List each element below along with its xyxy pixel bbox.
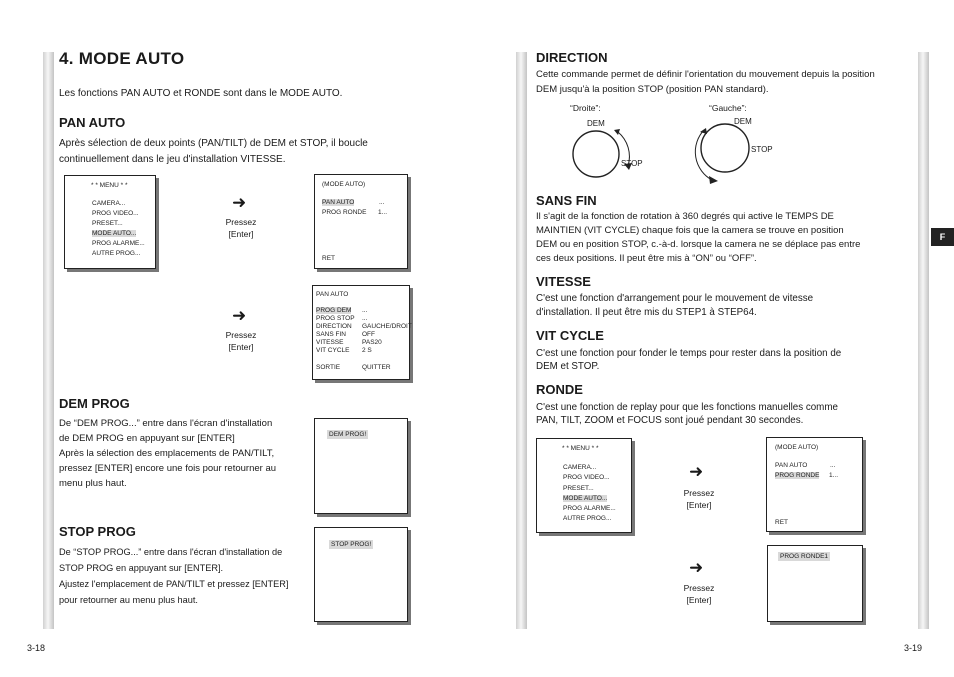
ronde-heading: RONDE — [536, 382, 583, 397]
pan-auto-heading: PAN AUTO — [59, 115, 126, 130]
menu-item: PRESET... — [92, 220, 123, 227]
menu-item: PROG VIDEO... — [563, 474, 610, 481]
camera-circle — [573, 131, 619, 177]
dem-prog-heading: DEM PROG — [59, 396, 130, 411]
pan-auto-value: ... — [379, 199, 385, 206]
stop-prog-screen — [314, 527, 408, 622]
text-line: ces deux positions. Il peut être mis à “ON” ou “OFF”. — [536, 253, 757, 264]
direction-heading: DIRECTION — [536, 50, 608, 65]
press-text: Pressez — [683, 488, 715, 498]
menu-item-selected: MODE AUTO... — [563, 495, 608, 502]
text-line: menu plus haut. — [59, 478, 127, 489]
menu-item-selected: MODE AUTO... — [92, 230, 137, 237]
dem-prog-screen — [314, 418, 408, 514]
prog-ronde-screen-label: PROG RONDE1 — [780, 553, 829, 560]
pan-auto-option: PAN AUTO — [322, 199, 355, 206]
stop-prog-screen-label: STOP PROG! — [331, 541, 372, 548]
prog-ronde-value: 1... — [378, 209, 388, 216]
menu-screen-title: * * MENU * * — [562, 445, 599, 452]
menu-item: AUTRE PROG... — [563, 515, 612, 522]
right-arrow-icon: ➜ — [689, 462, 704, 481]
text-line: De “DEM PROG...” entre dans l'écran d'installation — [59, 418, 273, 429]
pan-auto-text-2: continuellement dans le jeu d'installation VITESSE. — [59, 154, 286, 165]
enter-text: [Enter] — [228, 229, 254, 239]
pan-auto-row-label: PROG DEM — [316, 307, 352, 314]
stop-prog-heading: STOP PROG — [59, 524, 136, 539]
vit-cycle-text — [536, 347, 841, 373]
camera-circle — [701, 124, 749, 172]
menu-item: CAMERA... — [563, 464, 597, 471]
pan-auto-text-1: Après sélection de deux points (PAN/TILT) de DEM et STOP, il boucle — [59, 138, 368, 149]
mode-auto-title: (MODE AUTO) — [322, 181, 366, 188]
text-line: DEM et STOP. — [536, 361, 600, 372]
text-line: De “STOP PROG...” entre dans l'écran d'installation de — [59, 547, 283, 557]
direction-text — [536, 67, 875, 97]
menu-item: AUTRE PROG... — [92, 250, 141, 257]
pan-auto-screen — [312, 285, 410, 380]
pan-auto-option: PAN AUTO — [775, 462, 808, 469]
quitter-label: QUITTER — [362, 364, 391, 371]
arrowhead-icon — [709, 176, 718, 184]
dem-label: DEM — [734, 117, 752, 126]
vitesse-heading: VITESSE — [536, 274, 591, 289]
stop-label: STOP — [621, 159, 643, 168]
pan-auto-row-value: PAS20 — [362, 339, 382, 346]
right-arrow-icon: ➜ — [232, 306, 247, 325]
intro-text: Les fonctions PAN AUTO et RONDE sont dans le MODE AUTO. — [59, 88, 343, 99]
text-line: de DEM PROG en appuyant sur [ENTER] — [59, 433, 235, 444]
enter-text: [Enter] — [686, 500, 712, 510]
text-line: STOP PROG en appuyant sur [ENTER]. — [59, 563, 224, 573]
menu-screen — [64, 175, 156, 269]
prog-ronde-screen — [767, 545, 863, 622]
arrowhead-icon — [614, 129, 620, 135]
stop-prog-text — [59, 544, 288, 608]
pan-auto-row-label: VITESSE — [316, 339, 344, 346]
text-line: DEM jusqu'à la position STOP (position PAN standard). — [536, 84, 769, 95]
pan-auto-row-value: GAUCHE/DROIT — [362, 323, 412, 330]
prog-ronde-value: 1... — [829, 472, 839, 479]
press-text: Pressez — [683, 583, 715, 593]
menu-item: PROG ALARME... — [563, 505, 616, 512]
enter-text: [Enter] — [686, 595, 712, 605]
press-text: Pressez — [225, 217, 257, 227]
text-line: Cette commande permet de définir l'orientation du mouvement depuis la position — [536, 69, 875, 80]
pan-auto-row-label: VIT CYCLE — [316, 347, 350, 354]
pan-auto-screen-title: PAN AUTO — [316, 291, 349, 298]
enter-text: [Enter] — [228, 342, 254, 352]
sans-fin-text — [536, 210, 860, 266]
prog-ronde-option: PROG RONDE — [775, 472, 820, 479]
stop-label: STOP — [751, 145, 773, 154]
left-margin-bar — [43, 52, 54, 629]
pan-auto-row-value: 2 S — [362, 347, 372, 354]
press-text: Pressez — [225, 330, 257, 340]
right-margin-bar — [918, 52, 929, 629]
text-line: C'est une fonction pour fonder le temps pour rester dans la position de — [536, 348, 842, 359]
ret-option: RET — [322, 255, 335, 262]
dem-prog-text — [59, 416, 276, 491]
right-arrow-icon: ➜ — [689, 558, 704, 577]
center-margin-bar — [516, 52, 527, 629]
press-enter-label — [669, 582, 729, 606]
prog-ronde-option: PROG RONDE — [322, 209, 367, 216]
text-line: Il s'agit de la fonction de rotation à 360 degrés qui active le TEMPS DE — [536, 211, 834, 222]
text-line: C'est une fonction d'arrangement pour le mouvement de vitesse — [536, 293, 814, 304]
pan-auto-row-label: DIRECTION — [316, 323, 352, 330]
vit-cycle-heading: VIT CYCLE — [536, 328, 604, 343]
press-enter-label — [211, 216, 271, 240]
text-line: Ajustez l'emplacement de PAN/TILT et pressez [ENTER] — [59, 579, 289, 589]
right-arrow-icon: ➜ — [232, 193, 247, 212]
pan-auto-row-label: PROG STOP — [316, 315, 355, 322]
mode-auto-title: (MODE AUTO) — [775, 444, 819, 451]
sortie-label: SORTIE — [316, 364, 341, 371]
menu-item: PROG ALARME... — [92, 240, 145, 247]
mode-auto-screen — [314, 174, 408, 269]
ronde-text — [536, 401, 838, 427]
droite-diagram — [566, 116, 656, 188]
pan-auto-row-value: ... — [362, 307, 368, 314]
text-line: d'installation. Il peut être mis du STEP1 à STEP64. — [536, 307, 757, 318]
menu-item: PROG VIDEO... — [92, 210, 139, 217]
menu-screen-title: * * MENU * * — [91, 182, 128, 189]
page-number-right: 3-19 — [904, 643, 923, 653]
text-line: pour retourner au menu plus haut. — [59, 595, 198, 605]
page-number-left: 3-18 — [27, 643, 46, 653]
menu-screen — [536, 438, 632, 533]
pan-auto-value: ... — [830, 462, 836, 469]
pan-auto-row-value: OFF — [362, 331, 375, 338]
text-line: C'est une fonction de replay pour que les fonctions manuelles comme — [536, 402, 838, 413]
text-line: PAN, TILT, ZOOM et FOCUS sont joué pendant 30 secondes. — [536, 415, 804, 426]
dem-prog-screen-label: DEM PROG! — [329, 431, 367, 438]
press-enter-label — [669, 487, 729, 511]
text-line: pressez [ENTER] encore une fois pour retourner au — [59, 463, 277, 474]
page-title: 4. MODE AUTO — [59, 49, 185, 68]
text-line: DEM ou en position STOP, c.-à-d. lorsque la camera ne se déplace pas entre — [536, 239, 861, 250]
language-tab-f: F — [931, 228, 954, 246]
text-line: Après la sélection des emplacements de PAN/TILT, — [59, 448, 275, 459]
menu-item: PRESET... — [563, 485, 594, 492]
gauche-label: “Gauche”: — [709, 103, 747, 113]
menu-item: CAMERA... — [92, 200, 126, 207]
pan-auto-row-label: SANS FIN — [316, 331, 346, 338]
dem-label: DEM — [587, 119, 605, 128]
pan-auto-row-value: ... — [362, 315, 368, 322]
droite-label: “Droite”: — [570, 103, 601, 113]
ret-option: RET — [775, 519, 788, 526]
sans-fin-heading: SANS FIN — [536, 193, 597, 208]
press-enter-label — [211, 329, 271, 353]
vitesse-text — [536, 292, 813, 320]
text-line: MAINTIEN (VIT CYCLE) chaque fois que la camera se trouve en position — [536, 225, 844, 236]
mode-auto-screen — [766, 437, 863, 532]
